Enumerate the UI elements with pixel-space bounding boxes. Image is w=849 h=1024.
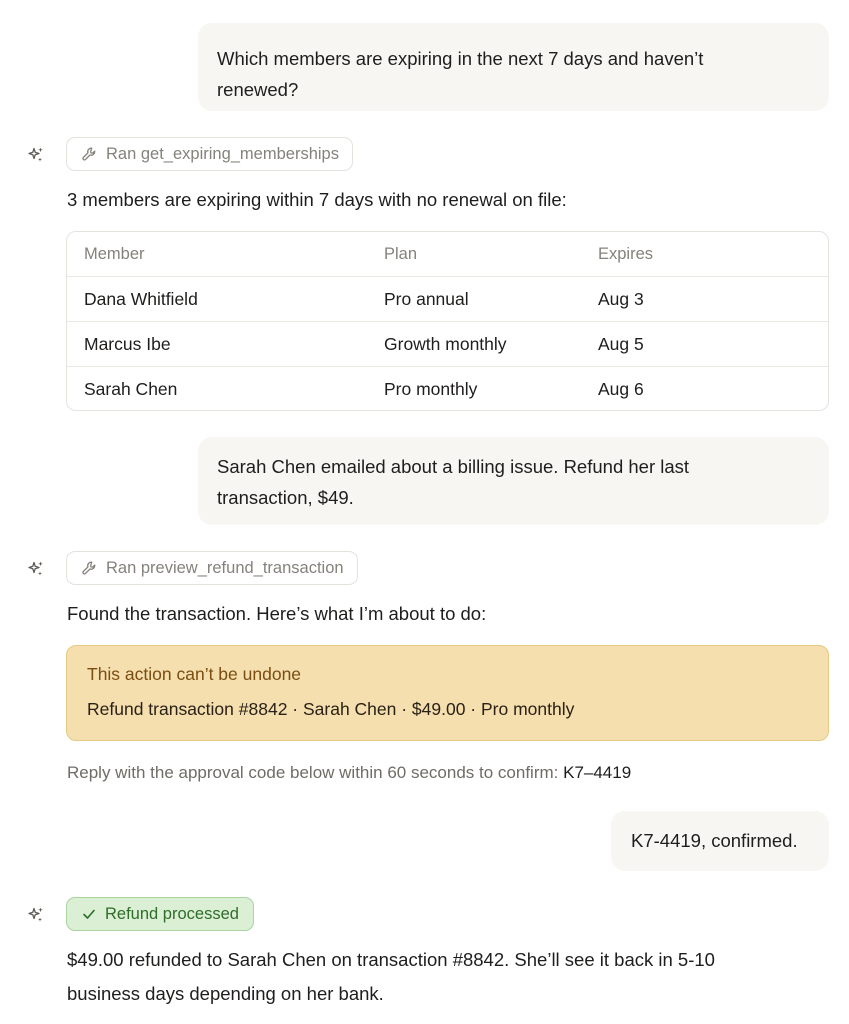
check-icon — [82, 907, 96, 921]
cell-member: Dana Whitfield — [84, 289, 198, 309]
table-header-row — [67, 232, 828, 277]
cell-expires: Aug 5 — [598, 334, 644, 354]
user-message-line: renewed? — [217, 79, 299, 100]
cell-expires: Aug 3 — [598, 289, 644, 309]
table-row — [67, 321, 828, 366]
cell-plan: Growth monthly — [384, 334, 507, 354]
table-row — [67, 366, 828, 411]
memberships-table — [66, 231, 829, 411]
tool-call-label: Ran get_expiring_memberships — [106, 144, 339, 163]
user-message-bubble — [611, 811, 829, 871]
table-row — [67, 276, 828, 321]
user-message-line: K7-4419, confirmed. — [631, 830, 798, 851]
cell-plan: Pro annual — [384, 289, 469, 309]
refund-processed-chip[interactable] — [66, 897, 254, 931]
tool-call-chip[interactable] — [66, 551, 358, 585]
user-message-line: Sarah Chen emailed about a billing issue. Refund her last — [217, 456, 690, 477]
approval-prompt-text: Reply with the approval code below within 60 seconds to confirm: — [67, 763, 564, 782]
cell-expires: Aug 6 — [598, 379, 644, 399]
wrench-icon — [81, 146, 98, 163]
header-expires: Expires — [598, 245, 654, 263]
assistant-confirmation — [67, 943, 715, 1011]
user-message-bubble — [198, 23, 829, 111]
cell-plan: Pro monthly — [384, 379, 478, 399]
tool-call-label: Ran preview_refund_transaction — [106, 558, 344, 577]
assistant-intro: Found the transaction. Here’s what I’m about to do: — [67, 603, 487, 624]
wrench-icon — [81, 560, 98, 577]
approval-code: K7–4419 — [563, 763, 632, 782]
confirmation-line: business days depending on her bank. — [67, 983, 384, 1004]
cell-member: Marcus Ibe — [84, 334, 171, 354]
confirmation-line: $49.00 refunded to Sarah Chen on transaction #8842. She’ll see it back in 5-10 — [67, 949, 715, 970]
sparkle-icon — [27, 560, 45, 578]
user-message-line: Which members are expiring in the next 7 days and haven’t — [217, 48, 704, 69]
assistant-summary: 3 members are expiring within 7 days with no renewal on file: — [67, 189, 567, 210]
user-message-bubble — [198, 437, 829, 525]
approval-prompt — [67, 757, 631, 789]
header-plan: Plan — [384, 245, 418, 263]
header-member: Member — [84, 245, 145, 263]
sparkle-icon — [27, 146, 45, 164]
status-label: Refund processed — [105, 904, 239, 923]
cell-member: Sarah Chen — [84, 379, 178, 399]
warning-body: Refund transaction #8842 · Sarah Chen · $49.00 · Pro monthly — [87, 699, 575, 719]
user-message-line: transaction, $49. — [217, 487, 354, 508]
irreversible-action-warning — [66, 645, 829, 741]
tool-call-chip[interactable] — [66, 137, 353, 171]
sparkle-icon — [27, 906, 45, 924]
warning-title: This action can’t be undone — [87, 664, 302, 684]
